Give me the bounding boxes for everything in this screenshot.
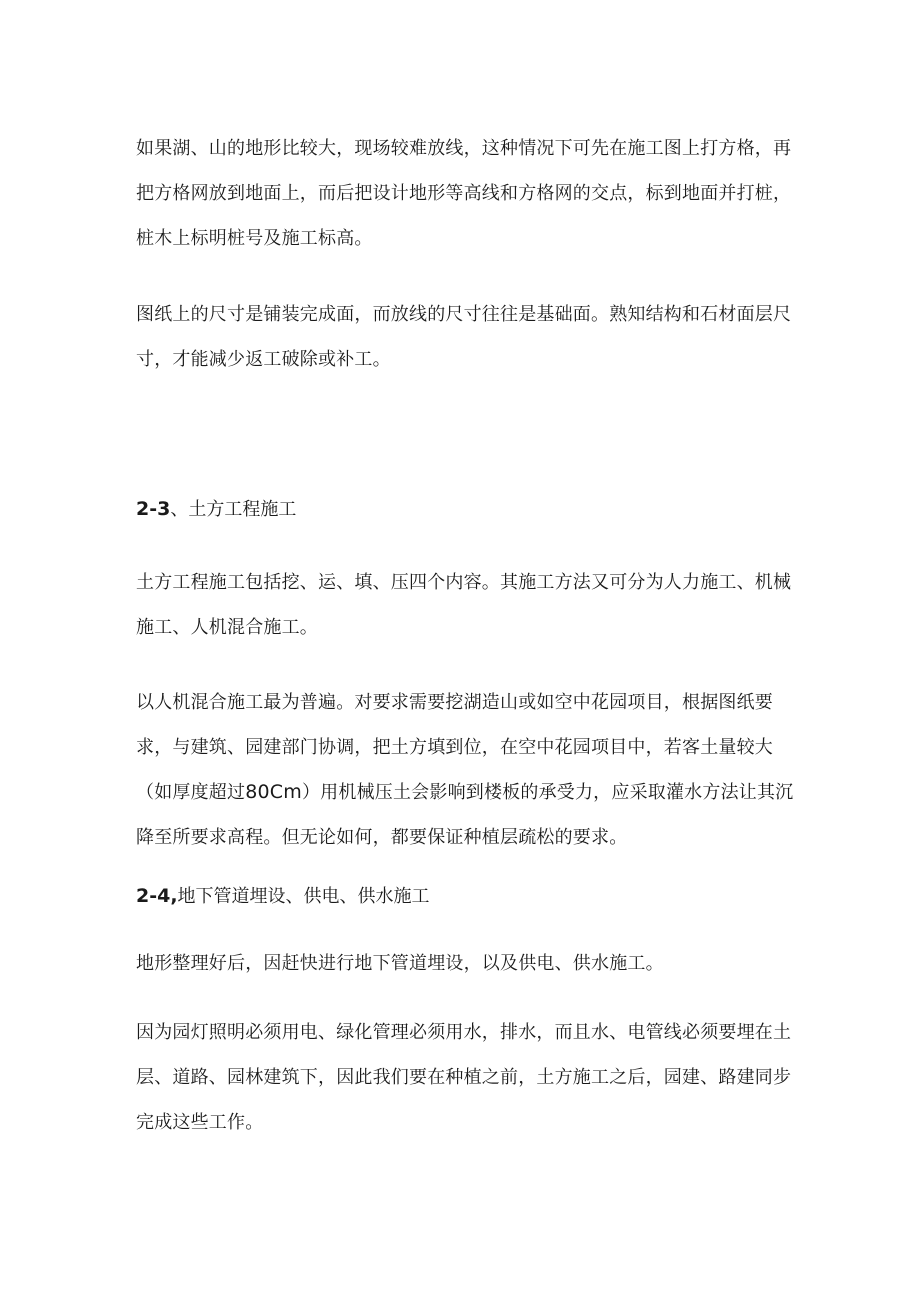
paragraph-dimensions [136, 292, 796, 382]
paragraph-layout-survey [136, 126, 796, 261]
section-number: 2-4, [136, 885, 178, 907]
paragraph-text-after: ）用机械压土会影响到楼板的承受力，应采取灌水方法让其沉降至所要求高程。但无论如何，都要保证种植层疏松的要求。 [136, 782, 794, 848]
depth-value: 80Cm [245, 781, 302, 803]
section-title: 、土方工程施工 [170, 499, 297, 520]
paragraph-earthwork-intro [136, 560, 796, 650]
paragraph-text: 如果湖、山的地形比较大，现场较难放线，这种情况下可先在施工图上打方格，再把方格网放到地面上，而后把设计地形等高线和方格网的交点，标到地面并打桩，桩木上标明桩号及施工标高。 [136, 138, 792, 249]
paragraph-pipeline [136, 941, 796, 986]
paragraph-text: 地形整理好后，因赶快进行地下管道埋设，以及供电、供水施工。 [136, 953, 664, 974]
paragraph-text: 因为园灯照明必须用电、绿化管理必须用水，排水，而且水、电管线必须要埋在土层、道路、园林建筑下，因此我们要在种植之前，土方施工之后，园建、路建同步完成这些工作。 [136, 1022, 792, 1133]
paragraph-text: 图纸上的尺寸是铺装完成面，而放线的尺寸往往是基础面。熟知结构和石材面层尺寸，才能减少返工破除或补工。 [136, 304, 792, 370]
paragraph-text-before: 以人机混合施工最为普遍。对要求需要挖湖造山或如空中花园项目，根据图纸要求，与建筑、园建部门协调，把土方填到位，在空中花园项目中，若客土量较大（如厚度超过 [136, 692, 773, 803]
section-number: 2-3 [136, 498, 171, 520]
paragraph-utilities [136, 1010, 796, 1145]
section-title: 地下管道埋设、供电、供水施工 [177, 886, 430, 907]
section-heading-2-3 [136, 487, 796, 532]
paragraph-mixed-construction [136, 680, 796, 860]
paragraph-text: 土方工程施工包括挖、运、填、压四个内容。其施工方法又可分为人力施工、机械施工、人机混合施工。 [136, 572, 792, 638]
section-heading-2-4 [136, 874, 796, 919]
